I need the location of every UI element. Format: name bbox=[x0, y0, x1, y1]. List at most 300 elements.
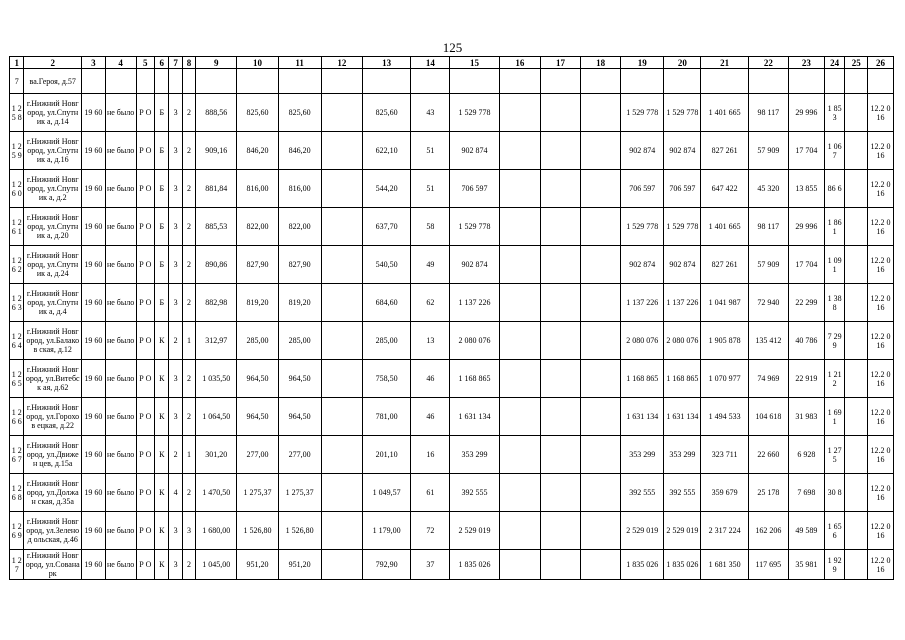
cell-c19: 392 555 bbox=[621, 474, 664, 512]
material-cell: Б bbox=[155, 170, 169, 208]
cell-c10: 816,00 bbox=[237, 170, 278, 208]
floors-cell: 2 bbox=[169, 322, 182, 360]
mgmt-cell: Р О bbox=[136, 94, 155, 132]
table-cell bbox=[411, 69, 450, 94]
cell-c15: 392 555 bbox=[450, 474, 499, 512]
cell-c13: 1 049,57 bbox=[362, 474, 410, 512]
cell-c15: 353 299 bbox=[450, 436, 499, 474]
cell-c26: 12.2 016 bbox=[868, 170, 894, 208]
cell-c19: 1 631 134 bbox=[621, 398, 664, 436]
floors-cell: 2 bbox=[169, 436, 182, 474]
column-header-12: 12 bbox=[321, 57, 362, 69]
cell-c20: 353 299 bbox=[664, 436, 701, 474]
entrances-cell: 2 bbox=[182, 398, 195, 436]
address-cell: г.Нижний Новгород, ул.Движен цев, д.15а bbox=[24, 436, 82, 474]
row-number-cell: 1 2 6 6 bbox=[10, 398, 24, 436]
column-header-26: 26 bbox=[868, 57, 894, 69]
page-number: 125 bbox=[442, 40, 463, 55]
table-cell bbox=[540, 69, 580, 94]
entrances-cell: 2 bbox=[182, 360, 195, 398]
cell-c16 bbox=[499, 474, 540, 512]
cell-c23: 17 704 bbox=[788, 132, 824, 170]
cell-c13: 544,20 bbox=[362, 170, 410, 208]
repair-cell: не было bbox=[105, 398, 136, 436]
cell-c25 bbox=[845, 550, 868, 580]
material-cell: К bbox=[155, 360, 169, 398]
material-cell: Б bbox=[155, 94, 169, 132]
material-cell: К bbox=[155, 322, 169, 360]
cell-c25 bbox=[845, 284, 868, 322]
column-header-10: 10 bbox=[237, 57, 278, 69]
cell-c18 bbox=[581, 474, 621, 512]
cell-c21: 1 041 987 bbox=[701, 284, 748, 322]
table-row bbox=[10, 474, 894, 512]
address-cell: г.Нижний Новгород, ул.Спутник а, д.14 bbox=[24, 94, 82, 132]
cell-c16 bbox=[499, 512, 540, 550]
cell-c16 bbox=[499, 360, 540, 398]
cell-c21: 1 401 665 bbox=[701, 94, 748, 132]
cell-c24: 1 69 1 bbox=[824, 398, 845, 436]
table-cell bbox=[136, 69, 155, 94]
table-cell bbox=[499, 69, 540, 94]
cell-c14: 62 bbox=[411, 284, 450, 322]
cell-c18 bbox=[581, 246, 621, 284]
cell-c17 bbox=[540, 322, 580, 360]
cell-c23: 7 698 bbox=[788, 474, 824, 512]
cell-c9: 1 035,50 bbox=[196, 360, 237, 398]
cell-c19: 706 597 bbox=[621, 170, 664, 208]
column-header-row bbox=[10, 57, 894, 69]
table-cell bbox=[237, 69, 278, 94]
cell-c19: 353 299 bbox=[621, 436, 664, 474]
year-cell: 19 60 bbox=[82, 208, 106, 246]
cell-c26: 12.2 016 bbox=[868, 550, 894, 580]
year-cell: 19 60 bbox=[82, 436, 106, 474]
column-header-18: 18 bbox=[581, 57, 621, 69]
cell-c23: 40 786 bbox=[788, 322, 824, 360]
column-header-7: 7 bbox=[169, 57, 182, 69]
cell-c19: 1 529 778 bbox=[621, 94, 664, 132]
cell-c22: 25 178 bbox=[748, 474, 788, 512]
mgmt-cell: Р О bbox=[136, 360, 155, 398]
column-header-23: 23 bbox=[788, 57, 824, 69]
cell-c10: 1 526,80 bbox=[237, 512, 278, 550]
cell-c11: 827,90 bbox=[278, 246, 321, 284]
cell-c11: 819,20 bbox=[278, 284, 321, 322]
column-header-22: 22 bbox=[748, 57, 788, 69]
cell-c25 bbox=[845, 170, 868, 208]
cell-c16 bbox=[499, 398, 540, 436]
table-cell bbox=[321, 69, 362, 94]
cell-c23: 49 589 bbox=[788, 512, 824, 550]
cell-c26: 12.2 016 bbox=[868, 360, 894, 398]
cell-c10: 285,00 bbox=[237, 322, 278, 360]
row-number-cell: 1 2 6 3 bbox=[10, 284, 24, 322]
floors-cell: 3 bbox=[169, 170, 182, 208]
floors-cell: 3 bbox=[169, 360, 182, 398]
cell-c12 bbox=[321, 398, 362, 436]
cell-c12 bbox=[321, 246, 362, 284]
cell-c22: 98 117 bbox=[748, 94, 788, 132]
cell-c17 bbox=[540, 284, 580, 322]
row-number-cell: 1 2 5 8 bbox=[10, 94, 24, 132]
cell-c12 bbox=[321, 132, 362, 170]
repair-cell: не было bbox=[105, 170, 136, 208]
cell-c13: 792,90 bbox=[362, 550, 410, 580]
cell-c10: 964,50 bbox=[237, 398, 278, 436]
cell-c16 bbox=[499, 208, 540, 246]
repair-cell: не было bbox=[105, 322, 136, 360]
table-row bbox=[10, 69, 894, 94]
table-cell bbox=[362, 69, 410, 94]
cell-c24: 7 29 9 bbox=[824, 322, 845, 360]
mgmt-cell: Р О bbox=[136, 474, 155, 512]
floors-cell: 3 bbox=[169, 550, 182, 580]
cell-c11: 285,00 bbox=[278, 322, 321, 360]
address-cell: г.Нижний Новгород, ул.Балаков ская, д.12 bbox=[24, 322, 82, 360]
address-cell: г.Нижний Новгород, ул.Горохов ецкая, д.22 bbox=[24, 398, 82, 436]
entrances-cell: 2 bbox=[182, 550, 195, 580]
table-cell bbox=[182, 69, 195, 94]
cell-c9: 888,56 bbox=[196, 94, 237, 132]
table-cell bbox=[824, 69, 845, 94]
entrances-cell: 3 bbox=[182, 512, 195, 550]
cell-c15: 1 529 778 bbox=[450, 208, 499, 246]
floors-cell: 3 bbox=[169, 246, 182, 284]
cell-c19: 1 137 226 bbox=[621, 284, 664, 322]
cell-c14: 43 bbox=[411, 94, 450, 132]
entrances-cell: 2 bbox=[182, 170, 195, 208]
floors-cell: 3 bbox=[169, 208, 182, 246]
cell-c26: 12.2 016 bbox=[868, 246, 894, 284]
cell-c25 bbox=[845, 512, 868, 550]
cell-c16 bbox=[499, 436, 540, 474]
address-cell: г.Нижний Новгород, ул.Спутник а, д.24 bbox=[24, 246, 82, 284]
column-header-20: 20 bbox=[664, 57, 701, 69]
cell-c12 bbox=[321, 360, 362, 398]
material-cell: К bbox=[155, 550, 169, 580]
cell-c25 bbox=[845, 436, 868, 474]
cell-c18 bbox=[581, 512, 621, 550]
cell-c12 bbox=[321, 284, 362, 322]
row-number-cell: 1 2 6 1 bbox=[10, 208, 24, 246]
cell-c26: 12.2 016 bbox=[868, 436, 894, 474]
cell-c26: 12.2 016 bbox=[868, 398, 894, 436]
cell-c12 bbox=[321, 474, 362, 512]
cell-c12 bbox=[321, 436, 362, 474]
table-row bbox=[10, 398, 894, 436]
cell-c18 bbox=[581, 550, 621, 580]
table-cell bbox=[748, 69, 788, 94]
floors-cell: 3 bbox=[169, 132, 182, 170]
cell-c24: 1 85 3 bbox=[824, 94, 845, 132]
cell-c22: 45 320 bbox=[748, 170, 788, 208]
mgmt-cell: Р О bbox=[136, 246, 155, 284]
cell-c21: 827 261 bbox=[701, 132, 748, 170]
cell-c15: 1 631 134 bbox=[450, 398, 499, 436]
cell-c18 bbox=[581, 360, 621, 398]
floors-cell: 4 bbox=[169, 474, 182, 512]
cell-c19: 902 874 bbox=[621, 246, 664, 284]
table-cell bbox=[664, 69, 701, 94]
cell-c21: 1 401 665 bbox=[701, 208, 748, 246]
row-number-cell: 1 2 6 8 bbox=[10, 474, 24, 512]
cell-c17 bbox=[540, 474, 580, 512]
cell-c11: 964,50 bbox=[278, 360, 321, 398]
cell-c18 bbox=[581, 94, 621, 132]
cell-c26: 12.2 016 bbox=[868, 94, 894, 132]
cell-c12 bbox=[321, 94, 362, 132]
cell-c12 bbox=[321, 550, 362, 580]
cell-c20: 1 168 865 bbox=[664, 360, 701, 398]
table-cell bbox=[278, 69, 321, 94]
cell-c24: 1 09 1 bbox=[824, 246, 845, 284]
cell-c21: 1 905 878 bbox=[701, 322, 748, 360]
cell-c15: 1 529 778 bbox=[450, 94, 499, 132]
cell-c20: 706 597 bbox=[664, 170, 701, 208]
column-header-3: 3 bbox=[82, 57, 106, 69]
cell-c13: 781,00 bbox=[362, 398, 410, 436]
cell-c10: 827,90 bbox=[237, 246, 278, 284]
cell-c15: 706 597 bbox=[450, 170, 499, 208]
cell-c21: 359 679 bbox=[701, 474, 748, 512]
column-header-24: 24 bbox=[824, 57, 845, 69]
cell-c10: 822,00 bbox=[237, 208, 278, 246]
cell-c13: 637,70 bbox=[362, 208, 410, 246]
floors-cell: 3 bbox=[169, 284, 182, 322]
cell-c22: 57 909 bbox=[748, 246, 788, 284]
address-cell: г.Нижний Новгород, ул.Витебск ая, д.62 bbox=[24, 360, 82, 398]
cell-c17 bbox=[540, 132, 580, 170]
year-cell: 19 60 bbox=[82, 550, 106, 580]
mgmt-cell: Р О bbox=[136, 170, 155, 208]
cell-c11: 822,00 bbox=[278, 208, 321, 246]
cell-c23: 29 996 bbox=[788, 94, 824, 132]
cell-c13: 622,10 bbox=[362, 132, 410, 170]
entrances-cell: 1 bbox=[182, 322, 195, 360]
cell-c9: 882,98 bbox=[196, 284, 237, 322]
table-cell bbox=[196, 69, 237, 94]
cell-c12 bbox=[321, 208, 362, 246]
year-cell: 19 60 bbox=[82, 512, 106, 550]
cell-c22: 22 660 bbox=[748, 436, 788, 474]
column-header-4: 4 bbox=[105, 57, 136, 69]
cell-c16 bbox=[499, 246, 540, 284]
cell-c23: 6 928 bbox=[788, 436, 824, 474]
address-cell: г.Нижний Новгород, ул.Сованарк bbox=[25, 551, 80, 578]
cell-c13: 285,00 bbox=[362, 322, 410, 360]
cell-c23: 35 981 bbox=[788, 550, 824, 580]
cell-c12 bbox=[321, 322, 362, 360]
table-row bbox=[10, 94, 894, 132]
cell-c11: 816,00 bbox=[278, 170, 321, 208]
cell-c26: 12.2 016 bbox=[868, 132, 894, 170]
mgmt-cell: Р О bbox=[136, 322, 155, 360]
cell-c14: 13 bbox=[411, 322, 450, 360]
column-header-9: 9 bbox=[196, 57, 237, 69]
cell-c26: 12.2 016 bbox=[868, 512, 894, 550]
table-cell bbox=[621, 69, 664, 94]
cell-c20: 902 874 bbox=[664, 132, 701, 170]
cell-c20: 1 835 026 bbox=[664, 550, 701, 580]
cell-c25 bbox=[845, 398, 868, 436]
address-cell: г.Нижний Новгород, ул.Спутник а, д.16 bbox=[24, 132, 82, 170]
year-cell: 19 60 bbox=[82, 246, 106, 284]
cell-c15: 1 137 226 bbox=[450, 284, 499, 322]
cell-c26: 12.2 016 bbox=[868, 284, 894, 322]
cell-c20: 2 529 019 bbox=[664, 512, 701, 550]
column-header-14: 14 bbox=[411, 57, 450, 69]
year-cell: 19 60 bbox=[82, 94, 106, 132]
cell-c14: 46 bbox=[411, 360, 450, 398]
cell-c19: 1 168 865 bbox=[621, 360, 664, 398]
row-number-cell: 1 2 6 4 bbox=[10, 322, 24, 360]
cell-c10: 825,60 bbox=[237, 94, 278, 132]
repair-cell: не было bbox=[105, 360, 136, 398]
cell-c19: 902 874 bbox=[621, 132, 664, 170]
table-cell bbox=[581, 69, 621, 94]
cell-c18 bbox=[581, 132, 621, 170]
cell-c14: 16 bbox=[411, 436, 450, 474]
row-number-cell: 1 2 6 7 bbox=[10, 436, 24, 474]
cell-c14: 51 bbox=[411, 170, 450, 208]
cell-c17 bbox=[540, 550, 580, 580]
cell-c20: 1 137 226 bbox=[664, 284, 701, 322]
mgmt-cell: Р О bbox=[136, 284, 155, 322]
repair-cell: не было bbox=[105, 132, 136, 170]
entrances-cell: 2 bbox=[182, 132, 195, 170]
cell-c9: 885,53 bbox=[196, 208, 237, 246]
cell-c13: 540,50 bbox=[362, 246, 410, 284]
cell-c23: 29 996 bbox=[788, 208, 824, 246]
table-row bbox=[10, 322, 894, 360]
cell-c26: 12.2 016 bbox=[868, 322, 894, 360]
cell-c18 bbox=[581, 436, 621, 474]
cell-c11: 825,60 bbox=[278, 94, 321, 132]
cell-c24: 1 38 8 bbox=[824, 284, 845, 322]
cell-c18 bbox=[581, 322, 621, 360]
address-cell: г.Нижний Новгород, ул.Спутник а, д.20 bbox=[24, 208, 82, 246]
material-cell: К bbox=[155, 436, 169, 474]
cell-c19: 2 080 076 bbox=[621, 322, 664, 360]
cell-c24: 1 27 5 bbox=[824, 436, 845, 474]
year-cell: 19 60 bbox=[82, 132, 106, 170]
cell-c14: 72 bbox=[411, 512, 450, 550]
cell-c16 bbox=[499, 94, 540, 132]
cell-c17 bbox=[540, 512, 580, 550]
cell-c15: 2 080 076 bbox=[450, 322, 499, 360]
cell-c15: 1 168 865 bbox=[450, 360, 499, 398]
cell-c18 bbox=[581, 208, 621, 246]
cell-c9: 881,84 bbox=[196, 170, 237, 208]
repair-cell: не было bbox=[105, 94, 136, 132]
cell-c19: 1 835 026 bbox=[621, 550, 664, 580]
table-cell bbox=[845, 69, 868, 94]
cell-c16 bbox=[499, 132, 540, 170]
cell-c23: 31 983 bbox=[788, 398, 824, 436]
cell-c12 bbox=[321, 170, 362, 208]
column-header-15: 15 bbox=[450, 57, 499, 69]
entrances-cell: 1 bbox=[182, 436, 195, 474]
column-header-21: 21 bbox=[701, 57, 748, 69]
cell-c17 bbox=[540, 170, 580, 208]
cell-c25 bbox=[845, 360, 868, 398]
cell-c9: 909,16 bbox=[196, 132, 237, 170]
cell-c15: 902 874 bbox=[450, 246, 499, 284]
address-cell: ва.Героя, д.57 bbox=[24, 69, 82, 94]
floors-cell: 3 bbox=[169, 512, 182, 550]
cell-c17 bbox=[540, 360, 580, 398]
cell-c21: 1 681 350 bbox=[701, 550, 748, 580]
material-cell: Б bbox=[155, 208, 169, 246]
entrances-cell: 2 bbox=[182, 208, 195, 246]
table-cell bbox=[105, 69, 136, 94]
cell-c11: 1 275,37 bbox=[278, 474, 321, 512]
table-cell bbox=[450, 69, 499, 94]
row-number-cell: 1 2 6 5 bbox=[10, 360, 24, 398]
column-header-25: 25 bbox=[845, 57, 868, 69]
cell-c22: 135 412 bbox=[748, 322, 788, 360]
year-cell: 19 60 bbox=[82, 398, 106, 436]
table-cell bbox=[788, 69, 824, 94]
cell-c25 bbox=[845, 246, 868, 284]
cell-c25 bbox=[845, 94, 868, 132]
address-cell: г.Нижний Новгород, ул.Спутник а, д.4 bbox=[24, 284, 82, 322]
table-row bbox=[10, 436, 894, 474]
cell-c23: 22 919 bbox=[788, 360, 824, 398]
column-header-1: 1 bbox=[10, 57, 24, 69]
material-cell: К bbox=[155, 512, 169, 550]
row-number-cell: 1 2 6 2 bbox=[10, 246, 24, 284]
cell-c15: 902 874 bbox=[450, 132, 499, 170]
cell-c24: 1 65 6 bbox=[824, 512, 845, 550]
column-header-11: 11 bbox=[278, 57, 321, 69]
cell-c14: 37 bbox=[411, 550, 450, 580]
year-cell: 19 60 bbox=[82, 322, 106, 360]
cell-c18 bbox=[581, 170, 621, 208]
cell-c14: 58 bbox=[411, 208, 450, 246]
cell-c17 bbox=[540, 436, 580, 474]
material-cell: Б bbox=[155, 132, 169, 170]
entrances-cell: 2 bbox=[182, 94, 195, 132]
cell-c22: 162 206 bbox=[748, 512, 788, 550]
entrances-cell: 2 bbox=[182, 284, 195, 322]
row-number-cell: 1 2 7 bbox=[10, 550, 24, 580]
cell-c24: 1 21 2 bbox=[824, 360, 845, 398]
material-cell: Б bbox=[155, 246, 169, 284]
floors-cell: 3 bbox=[169, 94, 182, 132]
table-row bbox=[10, 512, 894, 550]
cell-c17 bbox=[540, 208, 580, 246]
cell-c20: 392 555 bbox=[664, 474, 701, 512]
cell-c10: 277,00 bbox=[237, 436, 278, 474]
column-header-13: 13 bbox=[362, 57, 410, 69]
table-row bbox=[10, 246, 894, 284]
cell-c16 bbox=[499, 322, 540, 360]
cell-c17 bbox=[540, 246, 580, 284]
column-header-8: 8 bbox=[182, 57, 195, 69]
address-cell: г.Нижний Новгород, ул.Должан ская, д.35а bbox=[24, 474, 82, 512]
cell-c20: 1 529 778 bbox=[664, 94, 701, 132]
cell-c13: 1 179,00 bbox=[362, 512, 410, 550]
cell-c24: 1 06 7 bbox=[824, 132, 845, 170]
repair-cell: не было bbox=[105, 208, 136, 246]
cell-c15: 1 835 026 bbox=[450, 550, 499, 580]
cell-c10: 819,20 bbox=[237, 284, 278, 322]
table-row bbox=[10, 208, 894, 246]
material-cell: К bbox=[155, 398, 169, 436]
cell-c20: 2 080 076 bbox=[664, 322, 701, 360]
